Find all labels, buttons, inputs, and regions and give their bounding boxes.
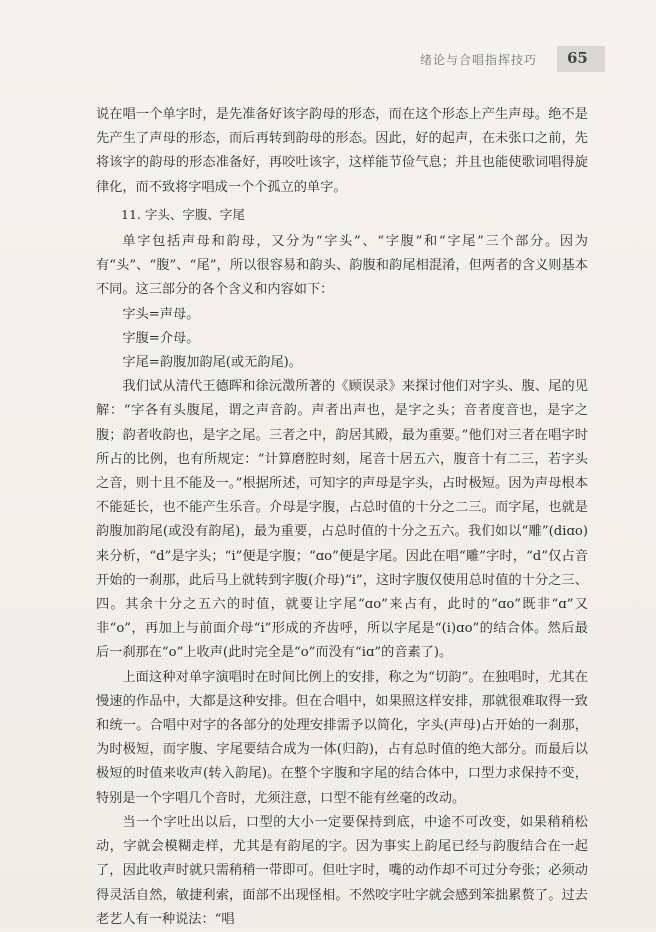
running-header xyxy=(420,46,620,72)
body-text xyxy=(96,103,588,932)
paragraph-3: 我们试从清代王德晖和徐沅澂所著的《顾误录》来探讨他们对字头、腹、尾的见解：“字各有头腹尾，谓之声音韵。声者出声也，是字之头；音者度音也，是字之腹；韵者收韵也，是字之尾。三者之中，韵居其殿，最为重要。”他们对三者在唱字时所占的比例，也有所规定：“计算磨腔时刻，尾音十居五六，腹音十有二三，若字头之音，则十且不能及一。”根据所述，可知字的声母是字头，占时极短。因为声母根本不能延长，也不能产生乐音。介母是字腹，占总时值的十分之二三。而字尾，也就是韵腹加韵尾(或没有韵尾)，最为重要，占总时值的十分之五六。我们如以“雕”(diɑo)来分析，“d”是字头；“i”便是字腹；“ɑo”便是字尾。因此在唱“雕”字时，“d”仅占音开始的一刹那，此后马上就转到字腹(介母)“i”，这时字腹仅使用总时值的十分之三、四。其余十分之五六的时值，就要让字尾“ɑo”来占有，此时的“ɑo”既非“ɑ”又非“o”，再加上与前面介母“i”形成的齐齿呼，所以字尾是“(i)ɑo”的结合体。然后最后一刹那在“o”上收声(此时完全是“o”而没有“iɑ”的音素了)。 xyxy=(96,379,588,661)
header-title: 绪论与合唱指挥技巧 xyxy=(420,53,538,67)
paragraph-5: 当一个字吐出以后，口型的大小一定要保持到底，中途不可改变，如果稍稍松动，字就会模糊走样，尤其是有韵尾的字。因为事实上韵尾已经与韵腹结合在一起了，因此收声时就只需稍稍一带即可。但吐字时，嘴的动作却不可过分夸张；必须动得灵活自然，敏捷利索，面部不出现怪相。不然咬字吐字就会感到笨拙累赘了。过去老艺人有一种说法：“唱 xyxy=(96,814,588,927)
paragraph-1: 说在唱一个单字时，是先准备好该字韵母的形态，而在这个形态上产生声母。绝不是先产生了声母的形态，而后再转到韵母的形态。因此，好的起声，在未张口之前，先将该字的韵母的形态准备好，再咬吐该字，这样能节俭气息；并且也能使歌词唱得旋律化，而不致将字唱成一个个孤立的单字。 xyxy=(96,107,588,195)
section-heading: 11. 字头、字腹、字尾 xyxy=(121,206,245,222)
page-number-box xyxy=(557,46,605,72)
definition-zitou: 字头=声母。 xyxy=(122,306,200,322)
definition-ziwei: 字尾=韵腹加韵尾(或无韵尾)。 xyxy=(122,355,302,371)
paragraph-4: 上面这种对单字演唱时在时间比例上的安排，称之为“切韵”。在独唱时，尤其在慢速的作品中，大都是这种安排。但在合唱中，如果照这样安排，那就很难取得一致和统一。合唱中对字的各部分的处理安排需予以简化，字头(声母)占开始的一刹那，为时极短，而字腹、字尾要结合成为一体(归韵)，占有总时值的绝大部分。而最后以极短的时值来收声(转入韵尾)。在整个字腹和字尾的结合体中，口型力求保持不变，特别是一个字唱几个音时，尤须注意，口型不能有丝毫的改动。 xyxy=(96,669,588,806)
paragraph-2: 单字包括声母和韵母，又分为“字头”、“字腹”和“字尾”三个部分。因为有“头”、“腹”、“尾”，所以很容易和韵头、韵腹和韵尾相混淆，但两者的含义则基本不同。这三部分的各个含义和内容如下： xyxy=(96,234,588,298)
page-number: 65 xyxy=(567,49,588,67)
definition-zifu: 字腹=介母。 xyxy=(122,330,200,346)
